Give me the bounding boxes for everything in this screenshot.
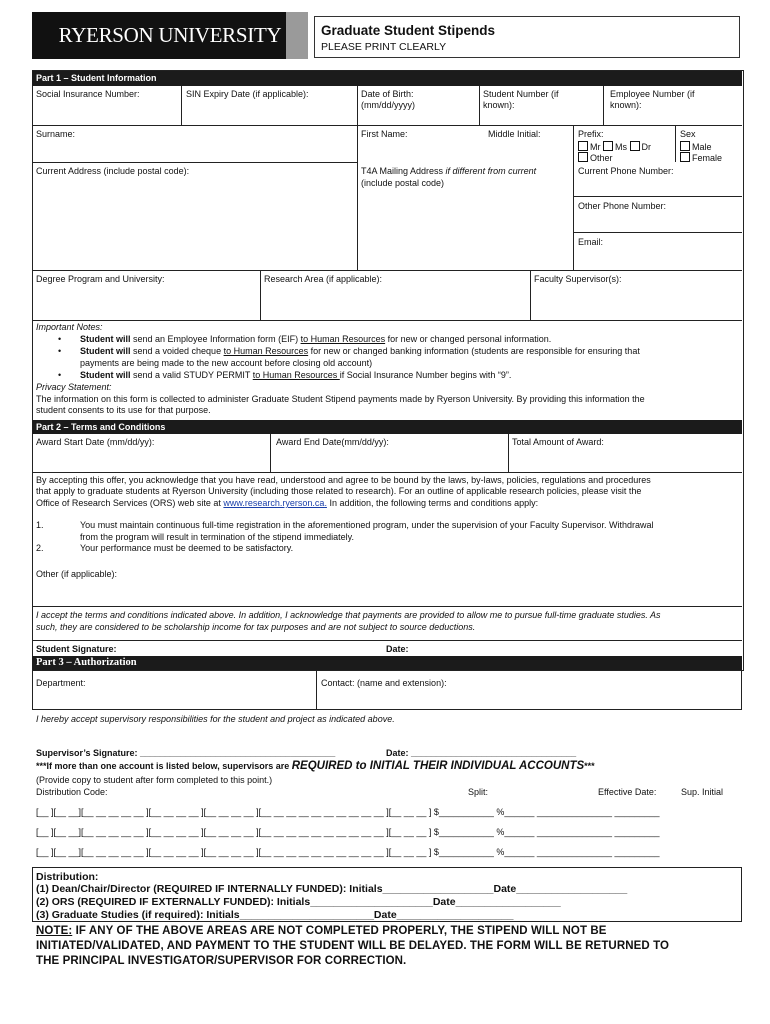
distribution-line-1: (1) Dean/Chair/Director (REQUIRED IF INTERNALLY FUNDED): Initials___________________Date___________________ bbox=[36, 883, 628, 895]
prefix-other-checkbox[interactable] bbox=[578, 152, 588, 162]
distribution-line-3: (3) Graduate Studies (if required): Initials_______________________Date____________________ bbox=[36, 909, 514, 921]
sin-label: Social Insurance Number: bbox=[36, 89, 140, 99]
footer-note-2: INITIATED/VALIDATED, AND PAYMENT TO THE STUDENT WILL BE DELAYED. THE FORM WILL BE RETURNED TO bbox=[36, 940, 670, 952]
form-subtitle: PLEASE PRINT CLEARLY bbox=[321, 41, 447, 53]
supervisory-statement: I hereby accept supervisory responsibilities for the student and project as indicated above. bbox=[36, 714, 395, 724]
sex-male-label: Male bbox=[692, 142, 712, 152]
employee-number-label-2: known): bbox=[610, 100, 642, 110]
terms-text-1: By accepting this offer, you acknowledge that you have read, understood and agree to be bound by the laws, by-laws, policies, regulations and procedures bbox=[36, 475, 651, 485]
logo-accent-bar bbox=[286, 12, 308, 59]
supervisor-date-label: Date: _________________________________ bbox=[386, 748, 577, 758]
split-label: Split: bbox=[468, 787, 489, 797]
bullet-icon: • bbox=[58, 346, 62, 356]
prefix-mr-checkbox[interactable] bbox=[578, 141, 588, 151]
multiple-accounts-note: ***If more than one account is listed below, supervisors are REQUIRED to INITIAL THEIR INDIVIDUAL ACCOUNTS*** bbox=[36, 760, 595, 772]
contact-label: Contact: (name and extension): bbox=[321, 678, 447, 688]
degree-label: Degree Program and University: bbox=[36, 274, 165, 284]
note-eif: Student will send an Employee Information form (EIF) to Human Resources for new or changed personal information. bbox=[80, 334, 552, 344]
part2-heading: Part 2 – Terms and Conditions bbox=[32, 420, 742, 434]
prefix-other-label: Other bbox=[590, 153, 613, 163]
student-number-label: Student Number (if bbox=[483, 89, 559, 99]
privacy-heading: Privacy Statement: bbox=[36, 382, 112, 392]
bullet-icon: • bbox=[58, 370, 62, 380]
award-end-label: Award End Date(mm/dd/yy): bbox=[276, 437, 389, 447]
condition-1-text: You must maintain continuous full-time registration in the aforementioned program, under the supervision of your Faculty Supervisor. Withdrawal bbox=[80, 520, 654, 530]
dob-format-label: (mm/dd/yyyy) bbox=[361, 100, 415, 110]
student-date-label: Date: bbox=[386, 644, 409, 654]
sex-female-checkbox[interactable] bbox=[680, 152, 690, 162]
sex-female-row bbox=[680, 152, 722, 164]
distribution-code-label: Distribution Code: bbox=[36, 787, 108, 797]
t4a-address-label-2: (include postal code) bbox=[361, 178, 445, 188]
distribution-heading: Distribution: bbox=[36, 871, 99, 883]
sex-male-checkbox[interactable] bbox=[680, 141, 690, 151]
distribution-code-row-1[interactable]: [__ ][__ __][__ __ __ __ __ ][__ __ __ __ ][__ __ __ __ ][__ __ __ __ __ __ __ __ __ __ ][__ __ __ ] $___________ %______ _______________ _________ bbox=[36, 807, 660, 817]
important-notes-heading: Important Notes: bbox=[36, 322, 103, 332]
distribution-line-2: (2) ORS (REQUIRED IF EXTERNALLY FUNDED): Initials_____________________Date__________________ bbox=[36, 896, 561, 908]
faculty-supervisor-label: Faculty Supervisor(s): bbox=[534, 274, 622, 284]
prefix-ms-label: Ms bbox=[615, 142, 628, 152]
form-title: Graduate Student Stipends bbox=[321, 23, 496, 38]
prefix-dr-checkbox[interactable] bbox=[630, 141, 640, 151]
prefix-dr-label: Dr bbox=[641, 142, 652, 152]
terms-text-2: that apply to graduate students at Ryerson University (including those related to research). For an outline of applicable research policies, please visit the bbox=[36, 486, 642, 496]
surname-label: Surname: bbox=[36, 129, 76, 139]
acceptance-text-1: I accept the terms and conditions indicated above. In addition, I acknowledge that payments are provided to allow me to pursue full-time graduate studies. As bbox=[36, 610, 661, 620]
footer-note-3: THE PRINCIPAL INVESTIGATOR/SUPERVISOR FOR CORRECTION. bbox=[36, 955, 407, 967]
supervisor-signature-label: Supervisor’s Signature: _______________________________________ bbox=[36, 748, 336, 758]
privacy-text-2: student consents to its use for that purpose. bbox=[36, 405, 211, 415]
ors-website-link[interactable]: www.research.ryerson.ca. bbox=[223, 498, 327, 508]
current-address-label: Current Address (include postal code): bbox=[36, 166, 190, 176]
condition-1-text-2: from the program will result in termination of the stipend immediately. bbox=[80, 532, 354, 542]
email-label: Email: bbox=[578, 237, 604, 247]
dob-label: Date of Birth: bbox=[361, 89, 414, 99]
middle-initial-label: Middle Initial: bbox=[488, 129, 541, 139]
condition-2-text: Your performance must be deemed to be satisfactory. bbox=[80, 543, 294, 553]
privacy-text-1: The information on this form is collected to administer Graduate Student Stipend payments made by Ryerson University. By providing this information the bbox=[36, 394, 645, 404]
sup-initial-label: Sup. Initial bbox=[681, 787, 724, 797]
bullet-icon: • bbox=[58, 334, 62, 344]
sin-expiry-label: SIN Expiry Date (if applicable): bbox=[186, 89, 309, 99]
prefix-options-row2 bbox=[578, 152, 613, 164]
employee-number-label: Employee Number (if bbox=[610, 89, 695, 99]
current-phone-label: Current Phone Number: bbox=[578, 166, 674, 176]
total-award-label: Total Amount of Award: bbox=[512, 437, 604, 447]
part1-heading: Part 1 – Student Information bbox=[32, 71, 742, 86]
other-phone-label: Other Phone Number: bbox=[578, 201, 667, 211]
department-label: Department: bbox=[36, 678, 86, 688]
distribution-code-row-2[interactable]: [__ ][__ __][__ __ __ __ __ ][__ __ __ __ ][__ __ __ __ ][__ __ __ __ __ __ __ __ __ __ ][__ __ __ ] $___________ %______ _______________ _________ bbox=[36, 827, 660, 837]
logo-text: RYERSON UNIVERSITY bbox=[58, 23, 282, 47]
research-area-label: Research Area (if applicable): bbox=[264, 274, 383, 284]
note-cheque: Student will send a voided cheque to Human Resources for new or changed banking information (students are responsible for ensuring that bbox=[80, 346, 640, 356]
first-name-label: First Name: bbox=[361, 129, 408, 139]
part3-heading: Part 3 – Authorization bbox=[32, 656, 742, 670]
condition-2-number: 2. bbox=[36, 543, 44, 553]
acceptance-text-2: such, they are considered to be scholarship income for tax purposes and are not subject to source deductions. bbox=[36, 622, 476, 632]
provide-copy-note: (Provide copy to student after form completed to this point.) bbox=[36, 775, 273, 785]
prefix-ms-checkbox[interactable] bbox=[603, 141, 613, 151]
distribution-code-row-3[interactable]: [__ ][__ __][__ __ __ __ __ ][__ __ __ __ ][__ __ __ __ ][__ __ __ __ __ __ __ __ __ __ ][__ __ __ ] $___________ %______ _______________ _________ bbox=[36, 847, 660, 857]
condition-1-number: 1. bbox=[36, 520, 44, 530]
effective-date-label: Effective Date: bbox=[598, 787, 657, 797]
award-start-label: Award Start Date (mm/dd/yy): bbox=[36, 437, 155, 447]
t4a-address-label: T4A Mailing Address if different from current bbox=[361, 166, 537, 176]
sex-female-label: Female bbox=[692, 153, 723, 163]
note-cheque-2: payments are being made to the new account before closing old account) bbox=[80, 358, 373, 368]
other-conditions-label: Other (if applicable): bbox=[36, 569, 118, 579]
prefix-mr-label: Mr bbox=[590, 142, 601, 152]
footer-note-1: NOTE: IF ANY OF THE ABOVE AREAS ARE NOT COMPLETED PROPERLY, THE STIPEND WILL NOT BE bbox=[36, 925, 607, 937]
prefix-label: Prefix: bbox=[578, 129, 604, 139]
student-signature-label: Student Signature: bbox=[36, 644, 117, 654]
sex-label: Sex bbox=[680, 129, 696, 139]
department-box bbox=[32, 670, 742, 710]
university-logo bbox=[32, 12, 308, 59]
student-number-label-2: known): bbox=[483, 100, 515, 110]
terms-text-3: Office of Research Services (ORS) web site at www.research.ryerson.ca. In addition, the following terms and conditions apply: bbox=[36, 498, 539, 508]
note-study-permit: Student will send a valid STUDY PERMIT to Human Resources if Social Insurance Number begins with “9”. bbox=[80, 370, 512, 380]
